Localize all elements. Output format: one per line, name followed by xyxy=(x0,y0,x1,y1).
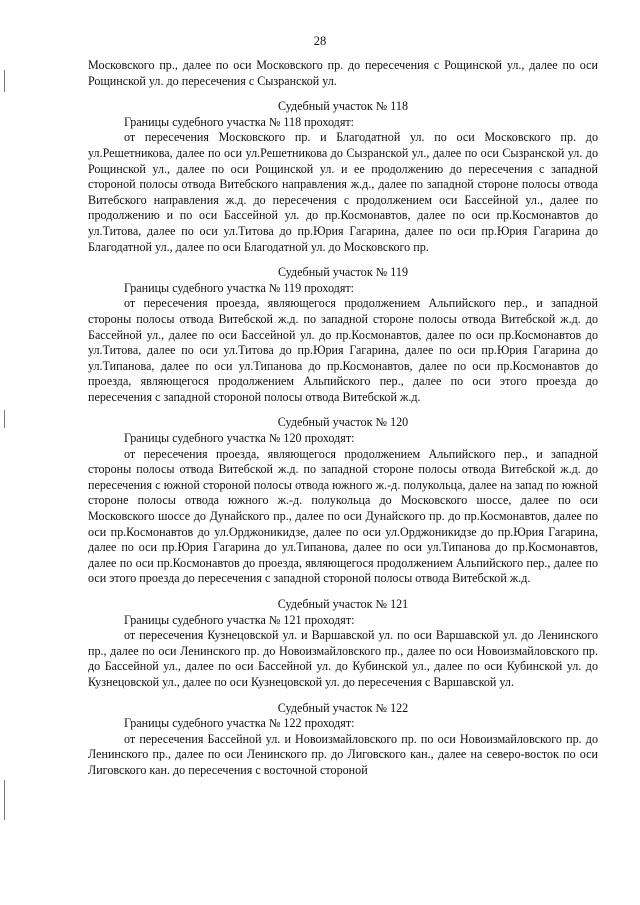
section-boundary-intro: Границы судебного участка № 120 проходят: xyxy=(124,431,355,446)
section-boundary-intro: Границы судебного участка № 122 проходят: xyxy=(124,716,355,731)
section-boundary-intro: Границы судебного участка № 118 проходят: xyxy=(124,114,355,129)
section-boundary-intro: Границы судебного участка № 121 проходят: xyxy=(124,612,355,627)
section-122 xyxy=(88,701,598,779)
section-text: от пересечения Кузнецовской ул. и Варшавской ул. по оси Варшавской ул. до Ленинского пр., далее по оси Ленинского пр. до Новоизмайловского пр., далее по оси Новоизмайловского пр. до Бассейной ул., далее по оси Бассейной ул. до Кубинской ул., далее по оси Кубинской ул. до Кузнецовской ул., далее по оси Кузнецовской ул. до пересечения с Варшавской ул. xyxy=(88,628,598,689)
section-text: от пересечения Московского пр. и Благодатной ул. по оси Московского пр. до ул.Решетникова, далее по оси ул.Решетникова до Сызранской ул., далее по оси Сызранской ул. до Рощинской ул., далее по оси Рощинской ул. и ее продолжению до пересечения с западной стороной полосы отвода Витебского направления ж.д., далее по западной стороне полосы отвода Витебского направления ж.д. до пересечения с продолжением оси Бассейной ул., далее по продолжению и по оси Бассейной ул. до пр.Космонавтов, далее по оси пр.Космонавтов до ул.Титова, далее по оси ул.Титова до пр.Юрия Гагарина, далее по оси пр.Юрия Гагарина до Благодатной ул., далее по оси Благодатной ул. до Московского пр. xyxy=(88,130,598,254)
section-118 xyxy=(88,99,598,255)
section-text: от пересечения Бассейной ул. и Новоизмайловского пр. по оси Новоизмайловского пр. до Ленинского пр., далее по оси Ленинского пр. до Лиговского кан., далее на северо-восток по оси Лиговского кан. до пересечения с восточной стороной xyxy=(88,731,598,777)
section-text: от пересечения проезда, являющегося продолжением Альпийского пер., и западной стороны полосы отвода Витебской ж.д. по западной стороне полосы отвода Витебской ж.д. до Бассейной ул., далее по оси Бассейной ул. до пр.Космонавтов, далее по оси пр.Космонавтов до ул.Титова, далее по оси ул.Титова до пр.Юрия Гагарина, далее по оси пр.Юрия Гагарина до ул.Типанова, далее по оси ул.Типанова до пр.Космонавтов, далее по оси пр.Космонавтов до проезда, являющегося продолжением Альпийского пер., далее по оси этого проезда до пересечения с западной стороной полосы отвода Витебской ж.д. xyxy=(88,296,598,404)
scan-margin-mark xyxy=(4,780,5,820)
section-heading: Судебный участок № 120 xyxy=(277,415,409,430)
section-text: от пересечения проезда, являющегося продолжением Альпийского пер., и западной стороны полосы отвода Витебской ж.д. по западной стороне полосы отвода Витебской ж.д. до пересечения с южной стороной полосы отвода южного ж.-д. полукольца, далее на запад по южной стороне полосы отвода южного ж.-д. полукольца до Московского шоссе, далее по оси Московского шоссе до Дунайского пр., далее по оси Дунайского пр. до пр.Космонавтов, далее по оси пр.Космонавтов до ул.Орджоникидзе, далее по оси ул.Орджоникидзе до пр.Юрия Гагарина, далее по оси пр.Юрия Гагарина до ул.Типанова, далее по оси ул.Типанова до пр.Космонавтов, далее по оси пр.Космонавтов до проезда, являющегося продолжением Альпийского пер., далее по оси этого проезда до пересечения с западной стороной полосы отвода Витебской ж.д. xyxy=(88,446,598,586)
document-body xyxy=(88,58,598,779)
section-heading: Судебный участок № 119 xyxy=(277,265,408,280)
scan-margin-mark xyxy=(4,70,5,92)
section-boundary-intro: Границы судебного участка № 119 проходят: xyxy=(124,280,355,295)
scan-margin-mark xyxy=(4,410,5,428)
section-heading: Судебный участок № 118 xyxy=(277,99,408,114)
section-119 xyxy=(88,265,598,405)
section-heading: Судебный участок № 122 xyxy=(277,700,409,715)
page-number: 28 xyxy=(313,34,327,48)
section-heading: Судебный участок № 121 xyxy=(277,597,409,611)
section-121 xyxy=(88,597,598,691)
continued-paragraph: Московского пр., далее по оси Московского пр. до пересечения с Рощинской ул., далее по оси Рощинской ул. до пересечения с Сызранской ул. xyxy=(88,58,598,88)
section-120 xyxy=(88,415,598,587)
